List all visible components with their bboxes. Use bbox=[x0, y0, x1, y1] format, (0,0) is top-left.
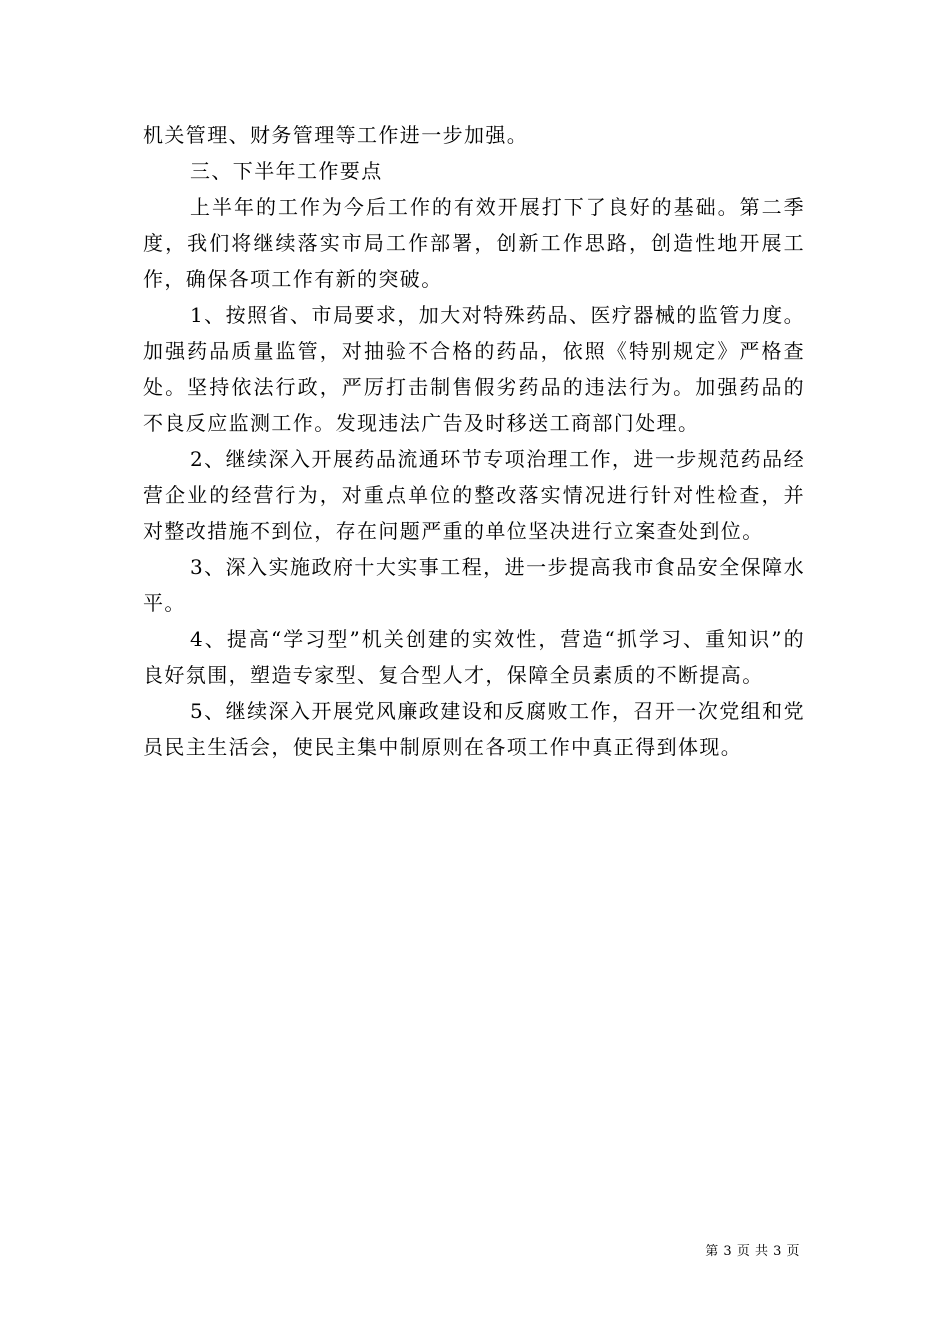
paragraph-intro: 上半年的工作为今后工作的有效开展打下了良好的基础。第二季度，我们将继续落实市局工作部署，创新工作思路，创造性地开展工作，确保各项工作有新的突破。 bbox=[143, 195, 805, 291]
page-number: 第 3 页 共 3 页 bbox=[705, 1244, 800, 1259]
list-item-3: 3、深入实施政府十大实事工程，进一步提高我市食品安全保障水平。 bbox=[143, 555, 805, 615]
list-item-1: 1、按照省、市局要求，加大对特殊药品、医疗器械的监管力度。加强药品质量监管，对抽验不合格的药品，依照《特别规定》严格查处。坚持依法行政，严厉打击制售假劣药品的违法行为。加强药品的不良反应监测工作。发现违法广告及时移送工商部门处理。 bbox=[143, 303, 805, 435]
body-text bbox=[143, 117, 805, 765]
list-item-4: 4、提高“学习型”机关创建的实效性，营造“抓学习、重知识”的良好氛围，塑造专家型、复合型人才，保障全员素质的不断提高。 bbox=[143, 627, 805, 687]
paragraph-continuation: 机关管理、财务管理等工作进一步加强。 bbox=[143, 123, 529, 147]
list-item-2: 2、继续深入开展药品流通环节专项治理工作，进一步规范药品经营企业的经营行为，对重点单位的整改落实情况进行针对性检查，并对整改措施不到位，存在问题严重的单位坚决进行立案查处到位。 bbox=[143, 447, 805, 543]
list-item-5: 5、继续深入开展党风廉政建设和反腐败工作，召开一次党组和党员民主生活会，使民主集中制原则在各项工作中真正得到体现。 bbox=[143, 699, 805, 759]
section-heading: 三、下半年工作要点 bbox=[190, 159, 383, 183]
